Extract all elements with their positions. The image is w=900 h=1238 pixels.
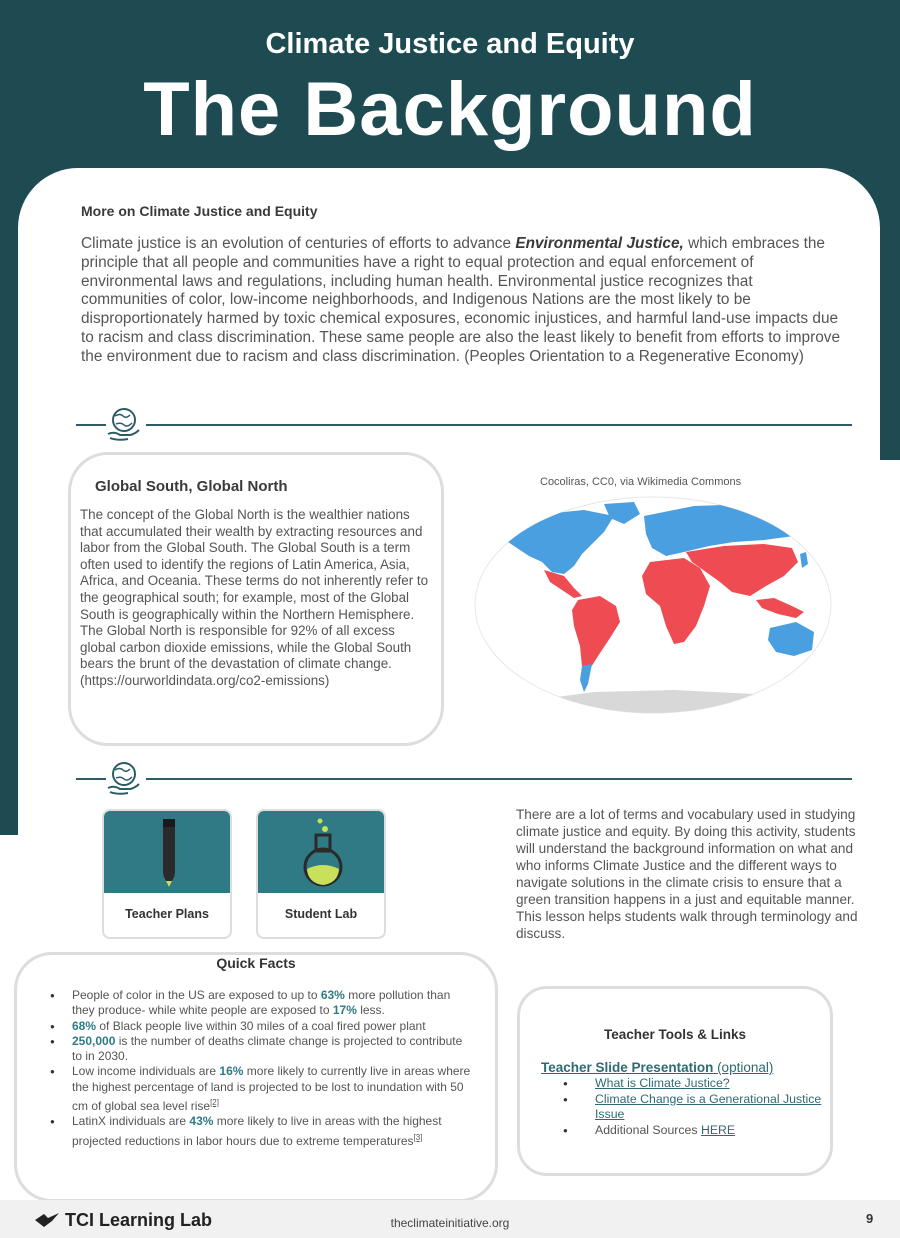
footer-url: theclimateinitiative.org <box>390 1216 510 1230</box>
map-credit: Cocoliras, CC0, via Wikimedia Commons <box>540 476 742 488</box>
teacher-tools-title: Teacher Tools & Links <box>603 1027 747 1042</box>
list-item: ● Additional Sources HERE <box>595 1123 825 1138</box>
flask-icon <box>258 811 386 893</box>
new-zealand-region <box>820 654 826 670</box>
global-south-title: Global South, Global North <box>95 478 288 495</box>
page-title: The Background <box>143 67 757 152</box>
teacher-plans-tile[interactable] <box>102 809 232 939</box>
list-item: ● Low income individuals are 16% more likely to currently live in areas where the highest percentage of land is projected to be lost to inundation with 50 cm of global sea level rise[2] <box>72 1064 472 1114</box>
teacher-slide-link[interactable]: Teacher Slide Presentation (optional) <box>541 1060 774 1075</box>
student-lab-tile[interactable] <box>256 809 386 939</box>
footnote-link[interactable]: [3] <box>413 1132 423 1142</box>
divider-line <box>146 778 852 780</box>
quick-facts-list <box>72 988 472 1149</box>
list-item: ● People of color in the US are exposed to up to 63% more pollution than they produce- while white people are exposed to 17% less. <box>72 988 472 1019</box>
global-south-body: The concept of the Global North is the wealthier nations that accumulated their wealth by extracting resources and labor from the Global South. The Global South is a term often used to identify the regions of Latin America, Asia, Africa, and Oceania. These terms do not inherently refer to the geographical south; for example, most of the Global South is geographically within the Northern Hemisphere. The Global North is responsible for 92% of all excess global carbon dioxide emissions, while the Global South bears the brunt of the devastation of climate change. (https://ourworldindata.org/co2-emissions) <box>80 507 429 688</box>
environmental-justice-term: Environmental Justice, <box>515 235 684 252</box>
list-item: ● LatinX individuals are 43% more likely to live in areas with the highest projected reductions in labor hours due to extreme temperatures[3] <box>72 1114 472 1149</box>
list-item <box>595 1076 825 1091</box>
list-item <box>595 1092 825 1122</box>
what-is-climate-justice-link[interactable]: What is Climate Justice? <box>595 1076 730 1090</box>
teacher-tools-list <box>595 1076 825 1139</box>
page-subtitle: Climate Justice and Equity <box>265 28 635 60</box>
list-item: ● 250,000 is the number of deaths climate change is projected to contribute to in 2030. <box>72 1034 472 1065</box>
list-item: ● 68% of Black people live within 30 miles of a coal fired power plant <box>72 1019 472 1034</box>
pencil-icon <box>104 811 232 893</box>
footer-logo: TCI Learning Lab <box>34 1210 212 1231</box>
lesson-description: There are a lot of terms and vocabulary used in studying climate justice and equity. By doing this activity, students will understand the background information on what and who informs Climate Justice and the different ways to navigate solutions in the climate crisis to ensure that a green transition happens in a just and equitable manner. This lesson helps students walk through terminology and discuss. <box>516 807 858 941</box>
teacher-plans-label: Teacher Plans <box>125 907 209 921</box>
page-number: 9 <box>866 1211 874 1226</box>
tile-banner <box>104 811 230 893</box>
globe-hand-icon <box>104 758 144 798</box>
section-heading: More on Climate Justice and Equity <box>81 203 318 219</box>
tile-banner <box>258 811 384 893</box>
divider-line <box>76 778 106 780</box>
divider-line <box>146 424 852 426</box>
generational-justice-link[interactable]: Climate Change is a Generational Justice Issue <box>595 1092 822 1121</box>
intro-paragraph: Climate justice is an evolution of centuries of efforts to advance Environmental Justice, which embraces the principle that all people and communities have a right to equal protection and equal enforcement of environmental laws and regulations, including human health. Environmental justice recognizes that communities of color, low-income neighborhoods, and Indigenous Nations are the most likely to be disproportionately harmed by toxic chemical exposures, economic injustices, and harmful land-use impacts due to racism and class discrimination. These same people are also the least likely to benefit from efforts to improve the environment due to racism and class discrimination. (Peoples Orientation to a Regenerative Economy) <box>81 235 841 365</box>
additional-sources-link[interactable]: HERE <box>700 1123 736 1137</box>
divider-line <box>76 424 106 426</box>
world-map <box>474 496 832 714</box>
footnote-link[interactable]: [2] <box>210 1098 219 1108</box>
right-band-strip <box>878 160 900 460</box>
student-lab-label: Student Lab <box>284 907 358 921</box>
quick-facts-title: Quick Facts <box>216 955 296 971</box>
globe-hand-icon <box>104 404 144 444</box>
